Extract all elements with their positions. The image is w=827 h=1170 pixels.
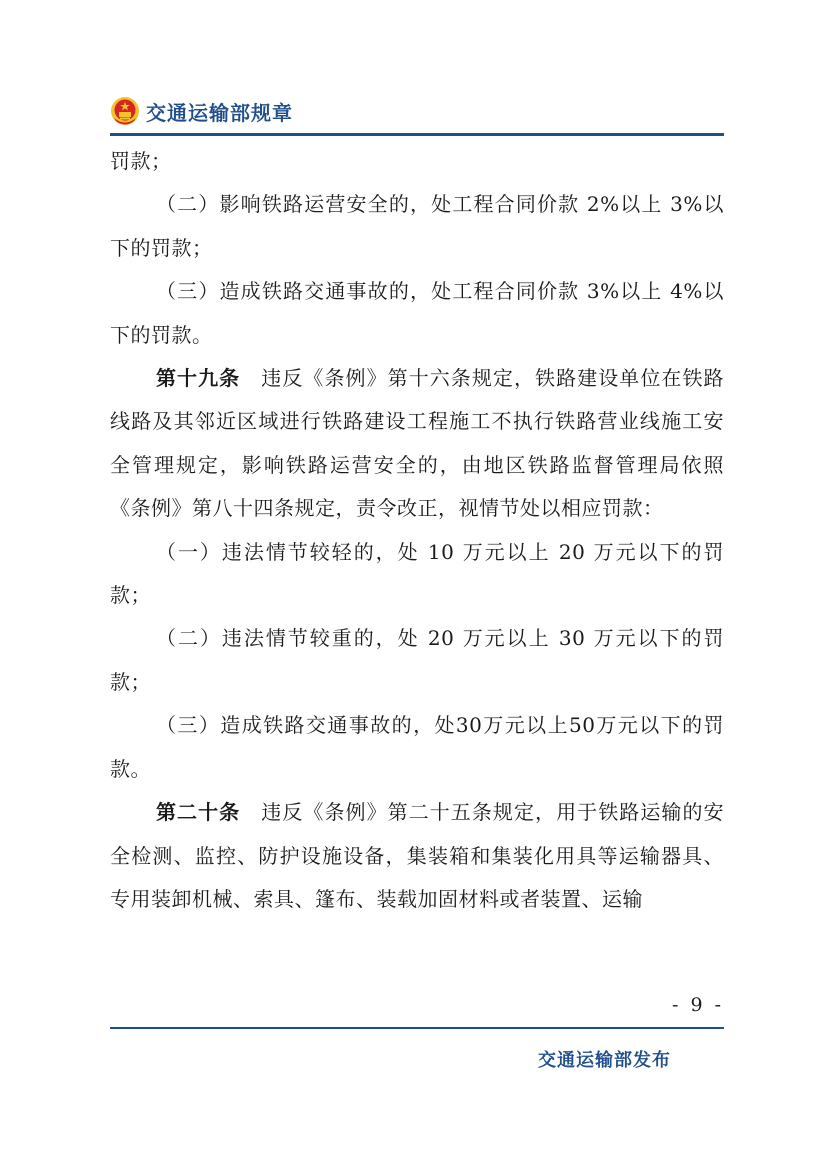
paragraph: （二）影响铁路运营安全的，处工程合同价款 2%以上 3%以下的罚款； (110, 192, 724, 260)
article-heading: 第二十条 (156, 800, 241, 825)
header-title: 交通运输部规章 (146, 100, 293, 125)
page-header (110, 86, 724, 136)
article-heading: 第十九条 (156, 366, 241, 391)
paragraph: （三）造成铁路交通事故的，处30万元以上50万元以下的罚款。 (110, 713, 724, 781)
article-text: 违反《条例》第二十五条规定，用于铁路运输的安全检测、监控、防护设施设备，集装箱和集装化用具等运输器具、专用装卸机械、索具、篷布、装载加固材料或者装置、运输 (110, 800, 725, 911)
paragraph: （一）违法情节较轻的，处 10 万元以上 20 万元以下的罚款； (110, 539, 724, 608)
document-body (110, 140, 724, 921)
footer-publisher: 交通运输部发布 (538, 1050, 671, 1071)
article-20 (110, 791, 724, 921)
paragraph: （二）违法情节较重的，处 20 万元以上 30 万元以下的罚款； (110, 626, 724, 694)
paragraph: （三）造成铁路交通事故的，处工程合同价款 3%以上 4%以下的罚款。 (110, 279, 724, 347)
national-emblem-icon (110, 96, 140, 126)
page-number: - 9 - (671, 994, 724, 1016)
header-divider (110, 133, 724, 136)
footer-divider (110, 1027, 724, 1029)
article-19 (110, 357, 724, 531)
article-text: 违反《条例》第十六条规定，铁路建设单位在铁路线路及其邻近区域进行铁路建设工程施工不执行铁路营业线施工安全管理规定，影响铁路运营安全的，由地区铁路监督管理局依照《条例》第八十四条规定，责令改正，视情节处以相应罚款： (110, 366, 725, 521)
paragraph: 罚款； (110, 149, 172, 173)
